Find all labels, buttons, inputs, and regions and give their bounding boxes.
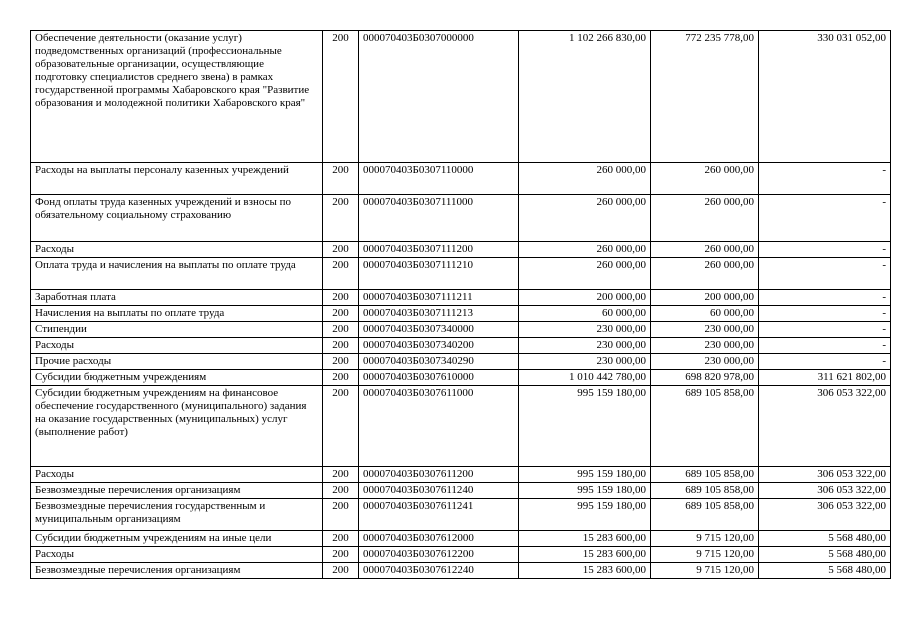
row-code-cell: 200: [323, 547, 359, 563]
row-name-cell: Расходы: [31, 467, 323, 483]
row-executed-cell: 689 105 858,00: [651, 499, 759, 531]
row-executed-cell: 260 000,00: [651, 163, 759, 195]
row-unexecuted-cell: 306 053 322,00: [759, 467, 891, 483]
table-row: [31, 547, 891, 563]
row-executed-cell: 230 000,00: [651, 322, 759, 338]
row-unexecuted-cell: 5 568 480,00: [759, 531, 891, 547]
row-kbk-cell: 000070403Б0307340000: [359, 322, 519, 338]
row-executed-cell: 772 235 778,00: [651, 31, 759, 163]
row-executed-cell: 689 105 858,00: [651, 483, 759, 499]
row-code-cell: 200: [323, 483, 359, 499]
row-name-cell: Начисления на выплаты по оплате труда: [31, 306, 323, 322]
row-kbk-cell: 000070403Б0307611241: [359, 499, 519, 531]
row-unexecuted-cell: 330 031 052,00: [759, 31, 891, 163]
row-unexecuted-cell: -: [759, 322, 891, 338]
table-row: [31, 242, 891, 258]
row-executed-cell: 260 000,00: [651, 195, 759, 242]
row-executed-cell: 200 000,00: [651, 290, 759, 306]
row-approved-cell: 15 283 600,00: [519, 547, 651, 563]
row-kbk-cell: 000070403Б0307111211: [359, 290, 519, 306]
row-approved-cell: 60 000,00: [519, 306, 651, 322]
row-kbk-cell: 000070403Б0307340290: [359, 354, 519, 370]
row-executed-cell: 260 000,00: [651, 242, 759, 258]
row-unexecuted-cell: 5 568 480,00: [759, 547, 891, 563]
row-name-cell: Расходы: [31, 547, 323, 563]
row-code-cell: 200: [323, 354, 359, 370]
row-unexecuted-cell: 5 568 480,00: [759, 563, 891, 579]
row-code-cell: 200: [323, 163, 359, 195]
budget-report-page: [30, 30, 891, 579]
row-kbk-cell: 000070403Б0307111213: [359, 306, 519, 322]
row-name-cell: Расходы на выплаты персоналу казенных учреждений: [31, 163, 323, 195]
table-body: [31, 31, 891, 579]
row-code-cell: 200: [323, 258, 359, 290]
row-executed-cell: 230 000,00: [651, 338, 759, 354]
row-approved-cell: 260 000,00: [519, 195, 651, 242]
row-unexecuted-cell: -: [759, 195, 891, 242]
row-unexecuted-cell: -: [759, 338, 891, 354]
table-row: [31, 483, 891, 499]
row-unexecuted-cell: 306 053 322,00: [759, 483, 891, 499]
table-row: [31, 354, 891, 370]
row-kbk-cell: 000070403Б0307111000: [359, 195, 519, 242]
row-unexecuted-cell: -: [759, 163, 891, 195]
row-executed-cell: 60 000,00: [651, 306, 759, 322]
row-code-cell: 200: [323, 370, 359, 386]
table-row: [31, 195, 891, 242]
row-code-cell: 200: [323, 499, 359, 531]
table-row: [31, 386, 891, 467]
table-row: [31, 563, 891, 579]
row-approved-cell: 1 102 266 830,00: [519, 31, 651, 163]
table-row: [31, 258, 891, 290]
row-executed-cell: 9 715 120,00: [651, 563, 759, 579]
row-approved-cell: 260 000,00: [519, 163, 651, 195]
row-kbk-cell: 000070403Б0307110000: [359, 163, 519, 195]
row-unexecuted-cell: -: [759, 242, 891, 258]
row-code-cell: 200: [323, 290, 359, 306]
row-approved-cell: 230 000,00: [519, 322, 651, 338]
row-approved-cell: 1 010 442 780,00: [519, 370, 651, 386]
row-kbk-cell: 000070403Б0307111210: [359, 258, 519, 290]
row-kbk-cell: 000070403Б0307611240: [359, 483, 519, 499]
row-code-cell: 200: [323, 242, 359, 258]
row-approved-cell: 230 000,00: [519, 338, 651, 354]
row-kbk-cell: 000070403Б0307340200: [359, 338, 519, 354]
row-unexecuted-cell: 306 053 322,00: [759, 386, 891, 467]
row-name-cell: Расходы: [31, 338, 323, 354]
row-name-cell: Безвозмездные перечисления организациям: [31, 483, 323, 499]
row-kbk-cell: 000070403Б0307612240: [359, 563, 519, 579]
row-approved-cell: 995 159 180,00: [519, 483, 651, 499]
row-kbk-cell: 000070403Б0307611000: [359, 386, 519, 467]
expenditure-table: [30, 30, 891, 579]
table-row: [31, 531, 891, 547]
row-executed-cell: 689 105 858,00: [651, 467, 759, 483]
row-name-cell: Обеспечение деятельности (оказание услуг) подведомственных организаций (профессиональные образовательные организации, осуществляющие подготовку специалистов среднего звена) в рамках государственной программы Хабаровского края "Развитие образования и молодежной политики Хабаровского края": [31, 31, 323, 163]
row-kbk-cell: 000070403Б0307611200: [359, 467, 519, 483]
row-name-cell: Оплата труда и начисления на выплаты по оплате труда: [31, 258, 323, 290]
row-approved-cell: 995 159 180,00: [519, 467, 651, 483]
row-name-cell: Субсидии бюджетным учреждениям на иные цели: [31, 531, 323, 547]
table-row: [31, 163, 891, 195]
row-code-cell: 200: [323, 467, 359, 483]
row-name-cell: Субсидии бюджетным учреждениям: [31, 370, 323, 386]
row-executed-cell: 260 000,00: [651, 258, 759, 290]
row-approved-cell: 260 000,00: [519, 258, 651, 290]
row-executed-cell: 9 715 120,00: [651, 531, 759, 547]
row-kbk-cell: 000070403Б0307612000: [359, 531, 519, 547]
row-name-cell: Субсидии бюджетным учреждениям на финансовое обеспечение государственного (муниципального) задания на оказание государственных (муниципальных) услуг (выполнение работ): [31, 386, 323, 467]
row-executed-cell: 698 820 978,00: [651, 370, 759, 386]
row-approved-cell: 995 159 180,00: [519, 499, 651, 531]
row-code-cell: 200: [323, 31, 359, 163]
row-approved-cell: 200 000,00: [519, 290, 651, 306]
row-code-cell: 200: [323, 531, 359, 547]
row-name-cell: Безвозмездные перечисления государственным и муниципальным организациям: [31, 499, 323, 531]
row-executed-cell: 689 105 858,00: [651, 386, 759, 467]
row-name-cell: Безвозмездные перечисления организациям: [31, 563, 323, 579]
row-approved-cell: 15 283 600,00: [519, 563, 651, 579]
row-unexecuted-cell: 306 053 322,00: [759, 499, 891, 531]
row-unexecuted-cell: -: [759, 354, 891, 370]
row-code-cell: 200: [323, 306, 359, 322]
row-code-cell: 200: [323, 386, 359, 467]
table-row: [31, 338, 891, 354]
row-kbk-cell: 000070403Б0307000000: [359, 31, 519, 163]
row-code-cell: 200: [323, 322, 359, 338]
row-executed-cell: 9 715 120,00: [651, 547, 759, 563]
row-unexecuted-cell: 311 621 802,00: [759, 370, 891, 386]
row-code-cell: 200: [323, 338, 359, 354]
row-name-cell: Заработная плата: [31, 290, 323, 306]
row-kbk-cell: 000070403Б0307111200: [359, 242, 519, 258]
table-row: [31, 499, 891, 531]
row-unexecuted-cell: -: [759, 258, 891, 290]
row-code-cell: 200: [323, 563, 359, 579]
row-kbk-cell: 000070403Б0307612200: [359, 547, 519, 563]
row-kbk-cell: 000070403Б0307610000: [359, 370, 519, 386]
row-unexecuted-cell: -: [759, 290, 891, 306]
table-row: [31, 322, 891, 338]
row-name-cell: Фонд оплаты труда казенных учреждений и взносы по обязательному социальному страхованию: [31, 195, 323, 242]
row-approved-cell: 995 159 180,00: [519, 386, 651, 467]
row-unexecuted-cell: -: [759, 306, 891, 322]
row-executed-cell: 230 000,00: [651, 354, 759, 370]
table-row: [31, 370, 891, 386]
table-row: [31, 290, 891, 306]
row-approved-cell: 260 000,00: [519, 242, 651, 258]
table-row: [31, 467, 891, 483]
row-name-cell: Расходы: [31, 242, 323, 258]
row-name-cell: Прочие расходы: [31, 354, 323, 370]
row-code-cell: 200: [323, 195, 359, 242]
row-approved-cell: 15 283 600,00: [519, 531, 651, 547]
row-approved-cell: 230 000,00: [519, 354, 651, 370]
row-name-cell: Стипендии: [31, 322, 323, 338]
table-row: [31, 31, 891, 163]
table-row: [31, 306, 891, 322]
